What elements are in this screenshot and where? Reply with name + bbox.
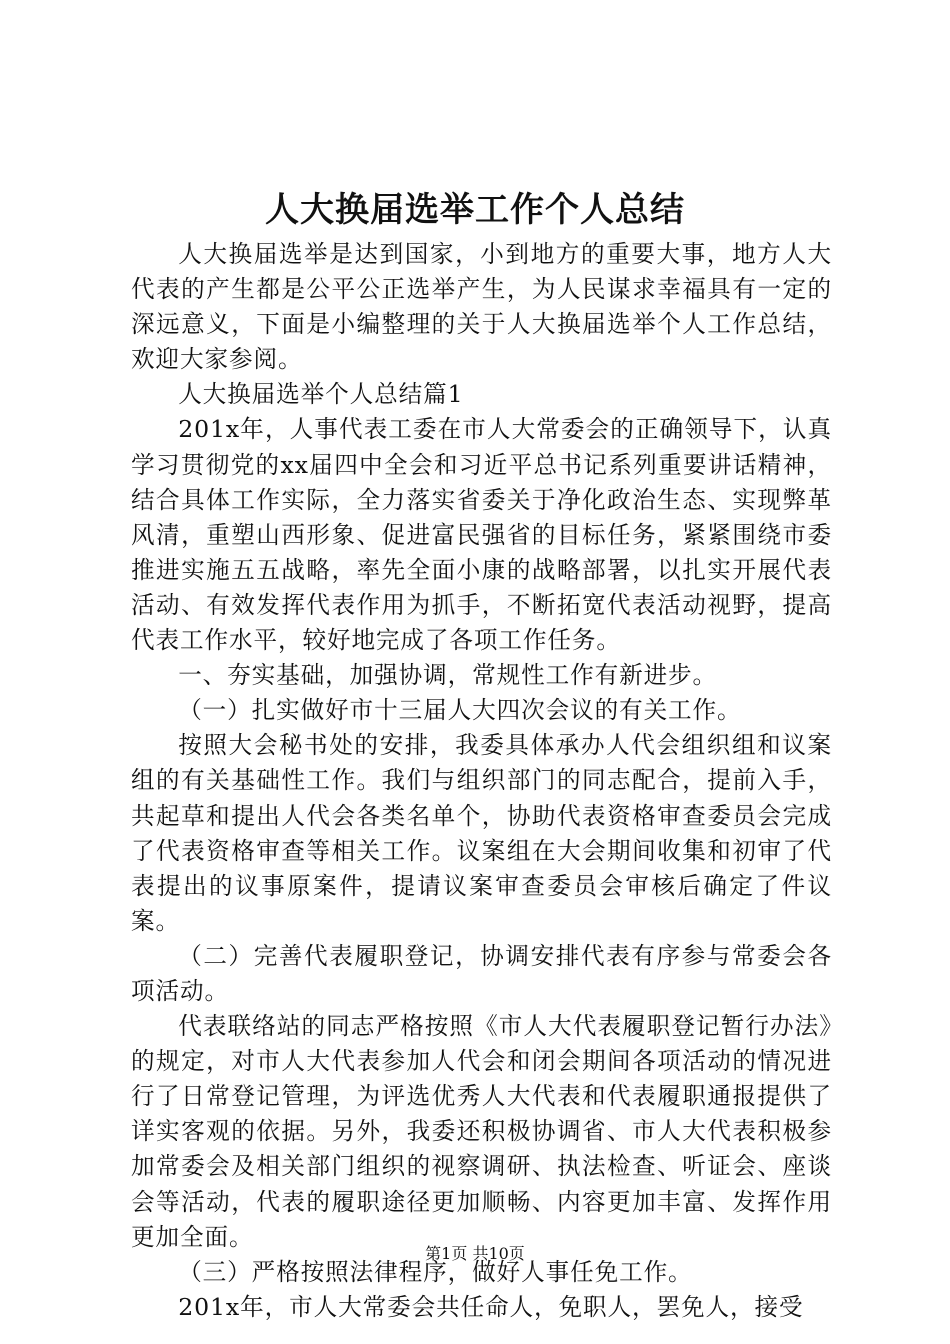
paragraph-congress-work: 按照大会秘书处的安排，我委具体承办人代会组织组和议案组的有关基础性工作。我们与组织部门的同志配合，提前入手，共起草和提出人代会各类名单个，协助代表资格审查委员会完成了代表资格审查等相关工作。议案组在大会期间收集和初审了代表提出的议事原案件，提请议案审查委员会审核后确定了件议案。 [131, 731, 832, 935]
page-number-footer: 第1页 共10页 [425, 1244, 525, 1263]
document-title: 人大换届选举工作个人总结 [265, 190, 685, 230]
document-body [131, 237, 832, 1325]
subheading-1: （一）扎实做好市十三届人大四次会议的有关工作。 [178, 696, 742, 725]
heading-section-1: 一、夯实基础，加强协调，常规性工作有新进步。 [178, 661, 718, 690]
section-heading-part-1: 人大换届选举个人总结篇1 [178, 380, 464, 409]
overview-paragraph: 201x年，人事代表工委在市人大常委会的正确领导下，认真学习贯彻党的xx届四中全会和习近平总书记系列重要讲话精神，结合具体工作实际，全力落实省委关于净化政治生态、实现弊革风清，重塑山西形象、促进富民强省的目标任务，紧紧围绕市委推进实施五五战略，率先全面小康的战略部署，以扎实开展代表活动、有效发挥代表作用为抓手，不断拓宽代表活动视野，提高代表工作水平，较好地完成了各项工作任务。 [131, 415, 832, 655]
subheading-3: （三）严格按照法律程序，做好人事任免工作。 [178, 1257, 693, 1286]
intro-paragraph: 人大换届选举是达到国家，小到地方的重要大事，地方人大代表的产生都是公平公正选举产生，为人民谋求幸福具有一定的深远意义，下面是小编整理的关于人大换届选举个人工作总结，欢迎大家参阅。 [131, 240, 832, 374]
subheading-2: （二）完善代表履职登记，协调安排代表有序参与常委会各项活动。 [131, 941, 832, 1005]
paragraph-appointments: 201x年，市人大常委会共任命人，免职人，罢免人，接受 [178, 1292, 804, 1321]
paragraph-registration: 代表联络站的同志严格按照《市人大代表履职登记暂行办法》的规定，对市人大代表参加人代会和闭会期间各项活动的情况进行了日常登记管理，为评选优秀人大代表和代表履职通报提供了详实客观的依据。另外，我委还积极协调省、市人大代表积极参加常委会及相关部门组织的视察调研、执法检查、听证会、座谈会等活动，代表的履职途径更加顺畅、内容更加丰富、发挥作用更加全面。 [131, 1012, 832, 1251]
